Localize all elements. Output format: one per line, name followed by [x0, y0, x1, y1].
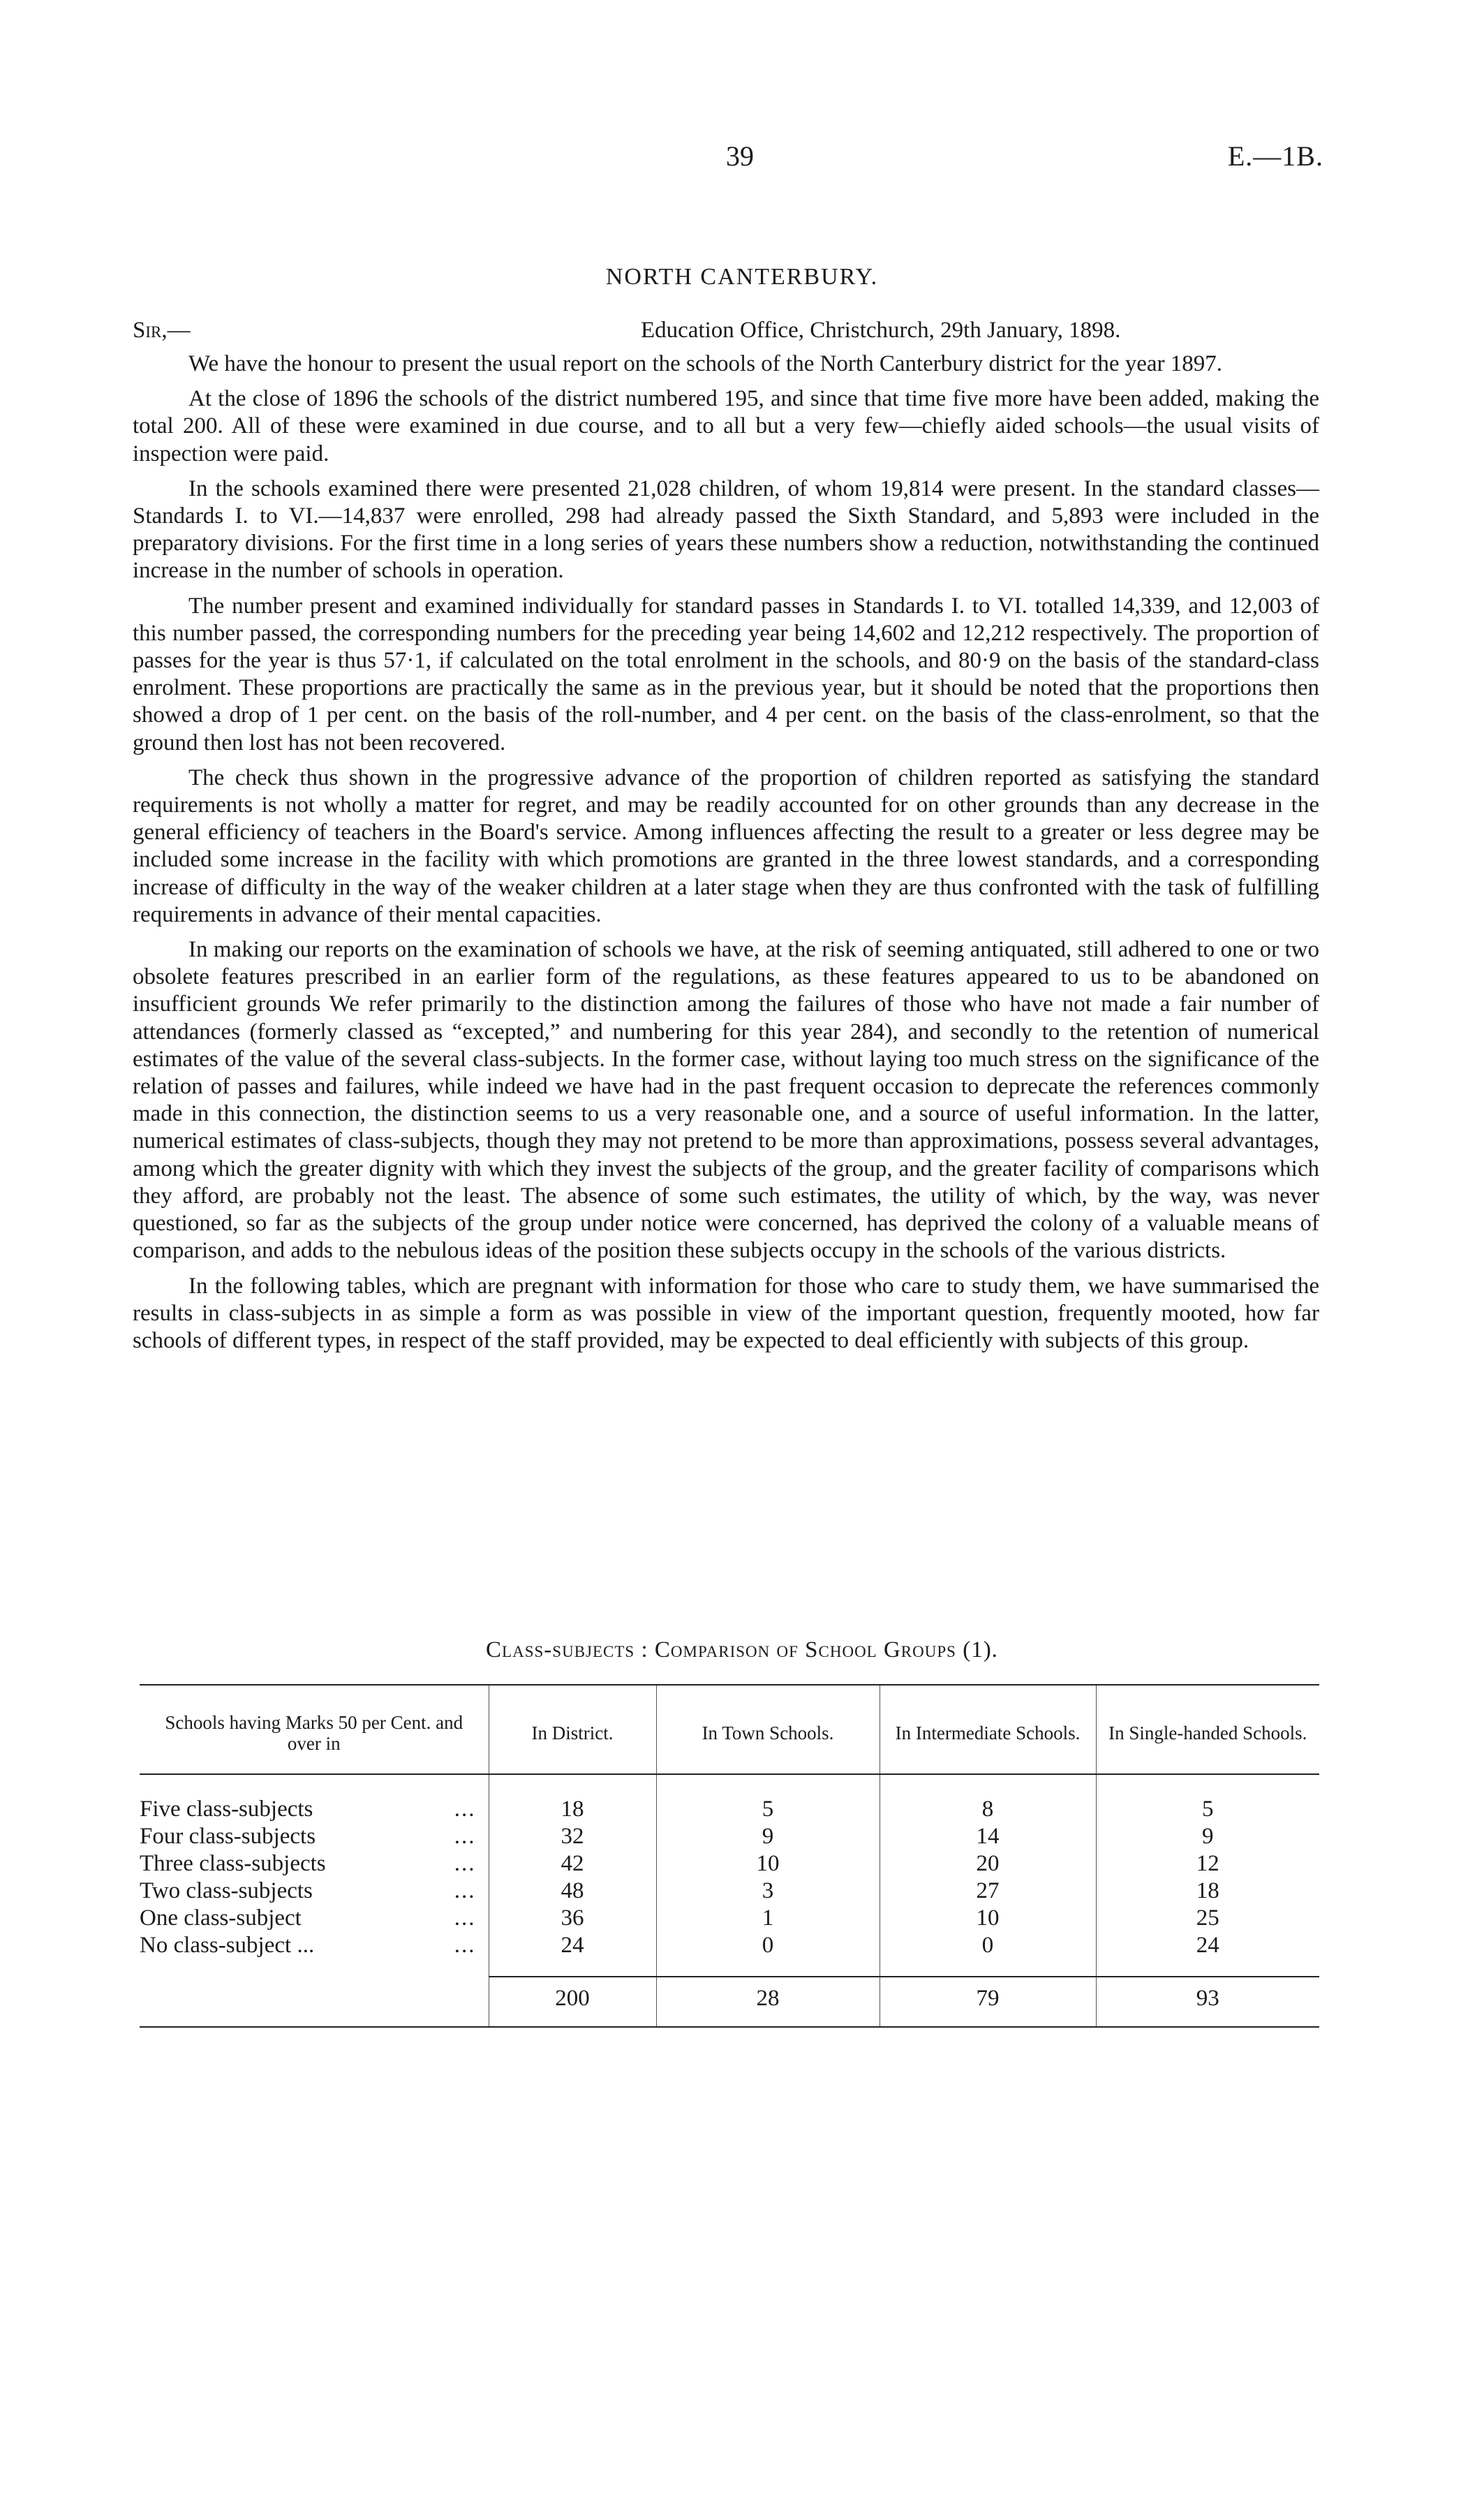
table-row [140, 1850, 1319, 1878]
table-cell: 8 [880, 1774, 1096, 1823]
row-label-cell [140, 1905, 489, 1932]
table-cell: 10 [656, 1850, 880, 1878]
leader-dots: ... [454, 1905, 476, 1931]
table-cell: 3 [656, 1878, 880, 1905]
table-cell: 36 [489, 1905, 656, 1932]
leader-dots: ... [454, 1933, 476, 1958]
table-cell: 24 [1096, 1932, 1319, 1959]
table-cell: 0 [880, 1932, 1096, 1959]
report-body [133, 351, 1319, 1362]
leader-dots: ... [454, 1851, 476, 1876]
table-cell: 42 [489, 1850, 656, 1878]
paragraph: We have the honour to present the usual report on the schools of the North Canterbury district for the year 1897. [188, 351, 1223, 376]
table-cell: 5 [656, 1774, 880, 1823]
row-label: Five class-subjects [140, 1797, 313, 1822]
table-row [140, 1878, 1319, 1905]
dateline: Education Office, Christchurch, 29th January, 1898. [641, 318, 1121, 343]
column-header: In Town Schools. [656, 1685, 880, 1774]
total-cell: 28 [656, 1977, 880, 2027]
total-cell: 200 [489, 1977, 656, 2027]
table-header-row [140, 1685, 1319, 1774]
leader-dots: ... [454, 1797, 476, 1822]
paragraph: In making our reports on the examination of schools we have, at the risk of seeming antiquated, still adhered to one or two obsolete features prescribed in an earlier form of the regulations, as these features appeared to us to be abandoned on insufficient grounds We refer primarily to the distinction among the failures of those who have not made a fair number of attendances (formerly classed as “excepted,” and numbering for this year 284), and secondly to the retention of numerical estimates of the value of the several class-subjects. In the former case, without laying too much stress on the significance of the relation of passes and failures, while indeed we have had in the past frequent occasion to deprecate the references commonly made in this connection, the distinction seems to us a very reasonable one, and a source of useful information. In the latter, numerical estimates of class-subjects, though they may not pretend to be more than approximations, possess several advantages, among which the greater dignity with which they invest the subjects of the group, and the greater facility of comparisons which they afford, are probably not the least. The absence of some such estimates, the utility of which, by the way, was never questioned, so far as the subjects of the group under notice were concerned, has deprived the colony of a valuable means of comparison, and adds to the nebulous ideas of the position these subjects occupy in the schools of the various districts. [133, 937, 1319, 1264]
row-label: Four class-subjects [140, 1824, 316, 1849]
table-row [140, 1905, 1319, 1932]
table-cell: 10 [880, 1905, 1096, 1932]
table-title: Class-subjects : Comparison of School Groups (1). [486, 1637, 998, 1662]
paragraph: In the schools examined there were presented 21,028 children, of whom 19,814 were present. In the standard classes—Standards I. to VI.—14,837 were enrolled, 298 had already passed the Sixth Standard, and 5,893 were included in the preparatory divisions. For the first time in a long series of years these numbers show a reduction, notwithstanding the continued increase in the number of schools in operation. [133, 475, 1319, 584]
table-cell: 0 [656, 1932, 880, 1959]
table-cell: 20 [880, 1850, 1096, 1878]
row-label-cell [140, 1774, 489, 1823]
totals-label-cell [140, 1977, 489, 2027]
column-header: In District. [489, 1685, 656, 1774]
paragraph: The number present and examined individually for standard passes in Standards I. to VI. totalled 14,339, and 12,003 of this number passed, the corresponding numbers for the preceding year being 14,602 and 12,212 respectively. The proportion of passes for the year is thus 57·1, if calculated on the total enrolment in the schools, and 80·9 on the basis of the standard-class enrolment. These proportions are practically the same as in the previous year, but it should be noted that the proportions then showed a drop of 1 per cent. on the basis of the roll-number, and 4 per cent. on the basis of the class-enrolment, so that the ground then lost has not been recovered. [133, 593, 1319, 755]
table-row [140, 1774, 1319, 1823]
comparison-table-wrapper [140, 1684, 1319, 2028]
table-cell: 48 [489, 1878, 656, 1905]
table-spacer-row [140, 1959, 1319, 1977]
table-cell: 14 [880, 1823, 1096, 1850]
row-label-cell [140, 1850, 489, 1878]
table-row [140, 1932, 1319, 1959]
row-label-cell [140, 1932, 489, 1959]
comparison-table [140, 1684, 1319, 2028]
table-cell: 32 [489, 1823, 656, 1850]
total-cell: 79 [880, 1977, 1096, 2027]
column-header: Schools having Marks 50 per Cent. and over in [140, 1685, 489, 1774]
table-cell: 25 [1096, 1905, 1319, 1932]
leader-dots: ... [454, 1824, 476, 1849]
leader-dots: ... [454, 1878, 476, 1903]
table-cell: 18 [489, 1774, 656, 1823]
column-header: In Intermediate Schools. [880, 1685, 1096, 1774]
table-cell: 12 [1096, 1850, 1319, 1878]
report-title: NORTH CANTERBURY. [605, 264, 879, 290]
row-label-cell [140, 1878, 489, 1905]
salutation: Sir,— [133, 318, 191, 343]
table-cell: 18 [1096, 1878, 1319, 1905]
totals-row [140, 1977, 1319, 2027]
table-cell: 1 [656, 1905, 880, 1932]
row-label: Three class-subjects [140, 1851, 326, 1876]
row-label: Two class-subjects [140, 1878, 313, 1903]
row-label: No class-subject ... [140, 1933, 315, 1958]
table-cell: 27 [880, 1878, 1096, 1905]
column-header: In Single-handed Schools. [1096, 1685, 1319, 1774]
paragraph: The check thus shown in the progressive advance of the proportion of children reported as satisfying the standard requirements is not wholly a matter for regret, and may be readily accounted for on other grounds than any decrease in the general efficiency of teachers in the Board's service. Among influences affecting the result to a greater or less degree may be included some increase in the facility with which promotions are granted in the three lowest standards, and a corresponding increase of difficulty in the way of the weaker children at a later stage when they are thus confronted with the task of fulfilling requirements in advance of their mental capacities. [133, 765, 1319, 927]
row-label-cell [140, 1823, 489, 1850]
table-cell: 9 [1096, 1823, 1319, 1850]
document-reference: E.—1B. [1227, 140, 1323, 172]
table-cell: 9 [656, 1823, 880, 1850]
table-cell: 24 [489, 1932, 656, 1959]
paragraph: At the close of 1896 the schools of the district numbered 195, and since that time five more have been added, making the total 200. All of these were examined in due course, and to all but a very few—chiefly aided schools—the usual visits of inspection were paid. [133, 386, 1319, 466]
row-label: One class-subject [140, 1905, 302, 1931]
paragraph: In the following tables, which are pregnant with information for those who care to study them, we have summarised the results in class-subjects in as simple a form as was possible in view of the important question, frequently mooted, how far schools of different types, in respect of the staff provided, may be expected to deal efficiently with subjects of this group. [133, 1273, 1319, 1353]
page-number: 39 [726, 140, 754, 172]
total-cell: 93 [1096, 1977, 1319, 2027]
table-row [140, 1823, 1319, 1850]
table-cell: 5 [1096, 1774, 1319, 1823]
